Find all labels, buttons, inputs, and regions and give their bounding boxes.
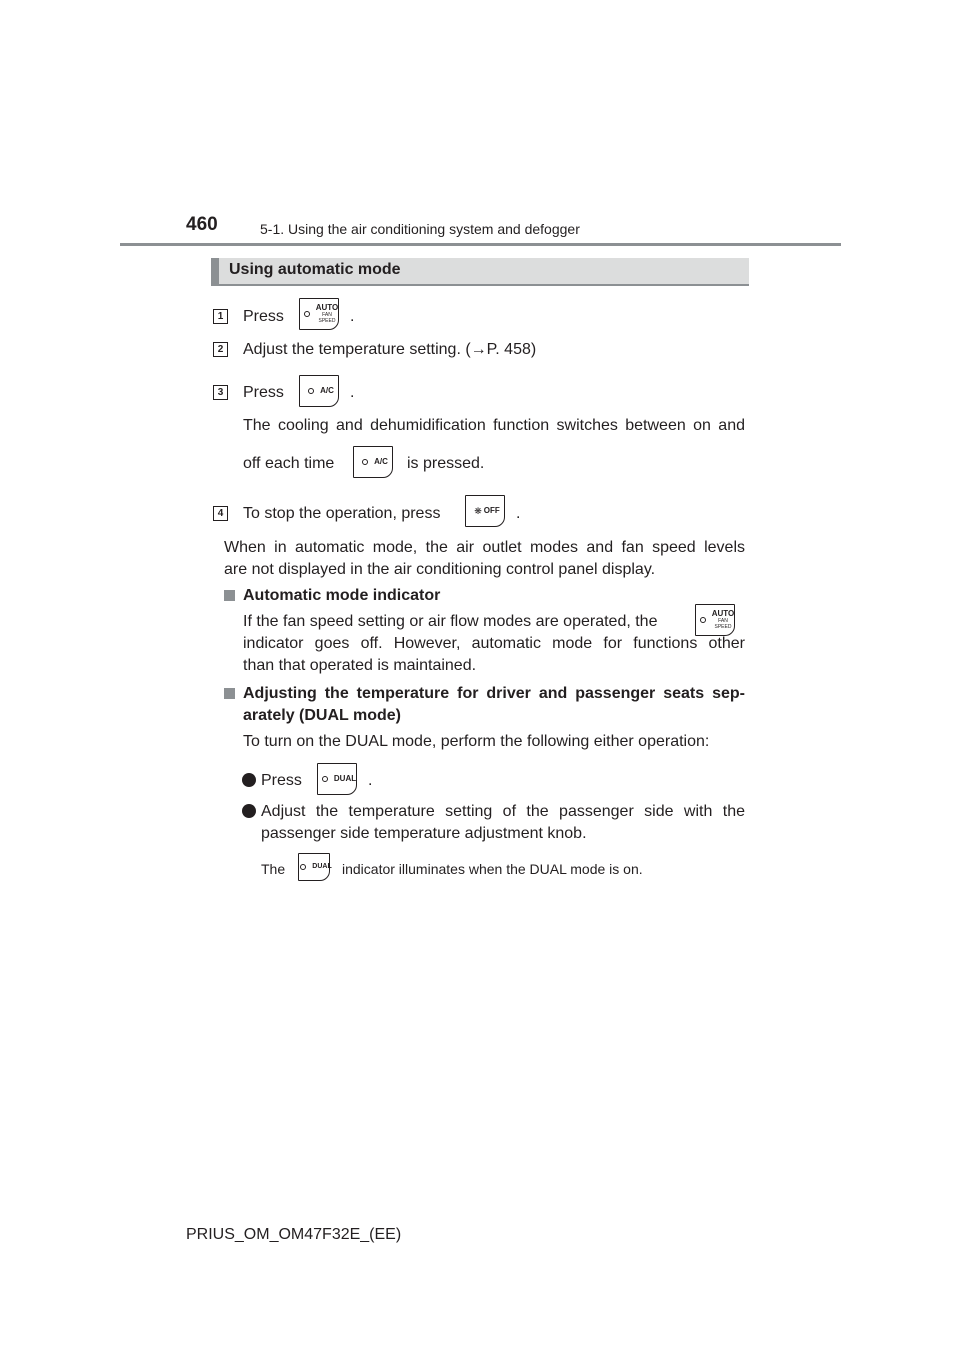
ac-button-icon (353, 446, 393, 478)
dual-button-label: DUAL (333, 774, 357, 783)
page-number: 460 (186, 214, 218, 235)
step-1-period: . (350, 308, 355, 325)
auto-button-icon (299, 298, 339, 330)
step-2-text: Adjust the temperature setting. (→P. 458) (243, 341, 537, 358)
auto-button-sublabel: FAN SPEED (318, 312, 336, 324)
square-bullet-icon (224, 688, 235, 699)
step-4-text: To stop the operation, press (243, 505, 441, 522)
auto-indicator-heading: Automatic mode indicator (243, 587, 441, 604)
auto-button-label: AUTO (711, 609, 735, 618)
section-title: 5-1. Using the air conditioning system and defogger (260, 221, 580, 237)
dual-bullet-1-period: . (368, 772, 373, 789)
indicator-led-icon (300, 864, 306, 870)
dual-bullet-2-line-2: passenger side temperature adjustment knob. (261, 825, 587, 842)
round-bullet-icon (242, 773, 256, 787)
dual-bullet-1-text: Press (261, 772, 302, 789)
auto-indicator-line-2: indicator goes off. However, automatic mode for functions other (243, 635, 745, 652)
header-rule (120, 243, 841, 246)
paragraph-line-2: are not displayed in the air conditioning control panel display. (224, 561, 656, 578)
step-3-note-line-2-end: is pressed. (407, 455, 485, 472)
round-bullet-icon (242, 804, 256, 818)
step-number-1: 1 (213, 309, 228, 324)
indicator-led-icon (322, 776, 328, 782)
dual-heading-line-1: Adjusting the temperature for driver and passenger seats sep- (243, 685, 745, 702)
step-number-4: 4 (213, 506, 228, 521)
ac-button-icon (299, 375, 339, 407)
dual-note-text-end: indicator illuminates when the DUAL mode is on. (342, 861, 643, 877)
dual-button-icon (298, 853, 330, 881)
step-4-period: . (516, 505, 521, 522)
indicator-led-icon (700, 617, 706, 623)
auto-button-label: AUTO (315, 303, 339, 312)
paragraph-line-1: When in automatic mode, the air outlet modes and fan speed levels (224, 539, 745, 556)
step-3-text: Press (243, 384, 284, 401)
dual-intro: To turn on the DUAL mode, perform the following either operation: (243, 733, 710, 750)
document-code: PRIUS_OM_OM47F32E_(EE) (186, 1226, 402, 1243)
dual-note-text: The (261, 861, 286, 877)
step-number-2: 2 (213, 342, 228, 357)
step-3-note-line-2: off each time (243, 455, 335, 472)
ac-button-label: A/C (320, 386, 334, 395)
dual-button-icon (317, 763, 357, 795)
fan-icon: ❋ (474, 505, 482, 516)
dual-button-label: DUAL (312, 863, 332, 870)
step-3-period: . (350, 384, 355, 401)
step-1-text: Press (243, 308, 284, 325)
auto-button-sublabel: FAN SPEED (714, 618, 732, 630)
dual-bullet-2-line-1: Adjust the temperature setting of the passenger side with the (261, 803, 745, 820)
banner-title: Using automatic mode (229, 261, 401, 278)
dual-heading-line-2: arately (DUAL mode) (243, 707, 401, 724)
off-button-label: OFF (483, 506, 500, 515)
off-button-icon (465, 495, 505, 527)
indicator-led-icon (304, 311, 310, 317)
indicator-led-icon (308, 388, 314, 394)
step-number-3: 3 (213, 385, 228, 400)
section-banner (211, 258, 749, 284)
square-bullet-icon (224, 590, 235, 601)
ac-button-label: A/C (374, 457, 388, 466)
auto-indicator-line-1: If the fan speed setting or air flow modes are operated, the (243, 613, 658, 630)
auto-button-icon (695, 604, 735, 636)
indicator-led-icon (362, 459, 368, 465)
auto-indicator-line-3: than that operated is maintained. (243, 657, 477, 674)
step-3-note-line-1: The cooling and dehumidification function switches between on and (243, 417, 745, 434)
